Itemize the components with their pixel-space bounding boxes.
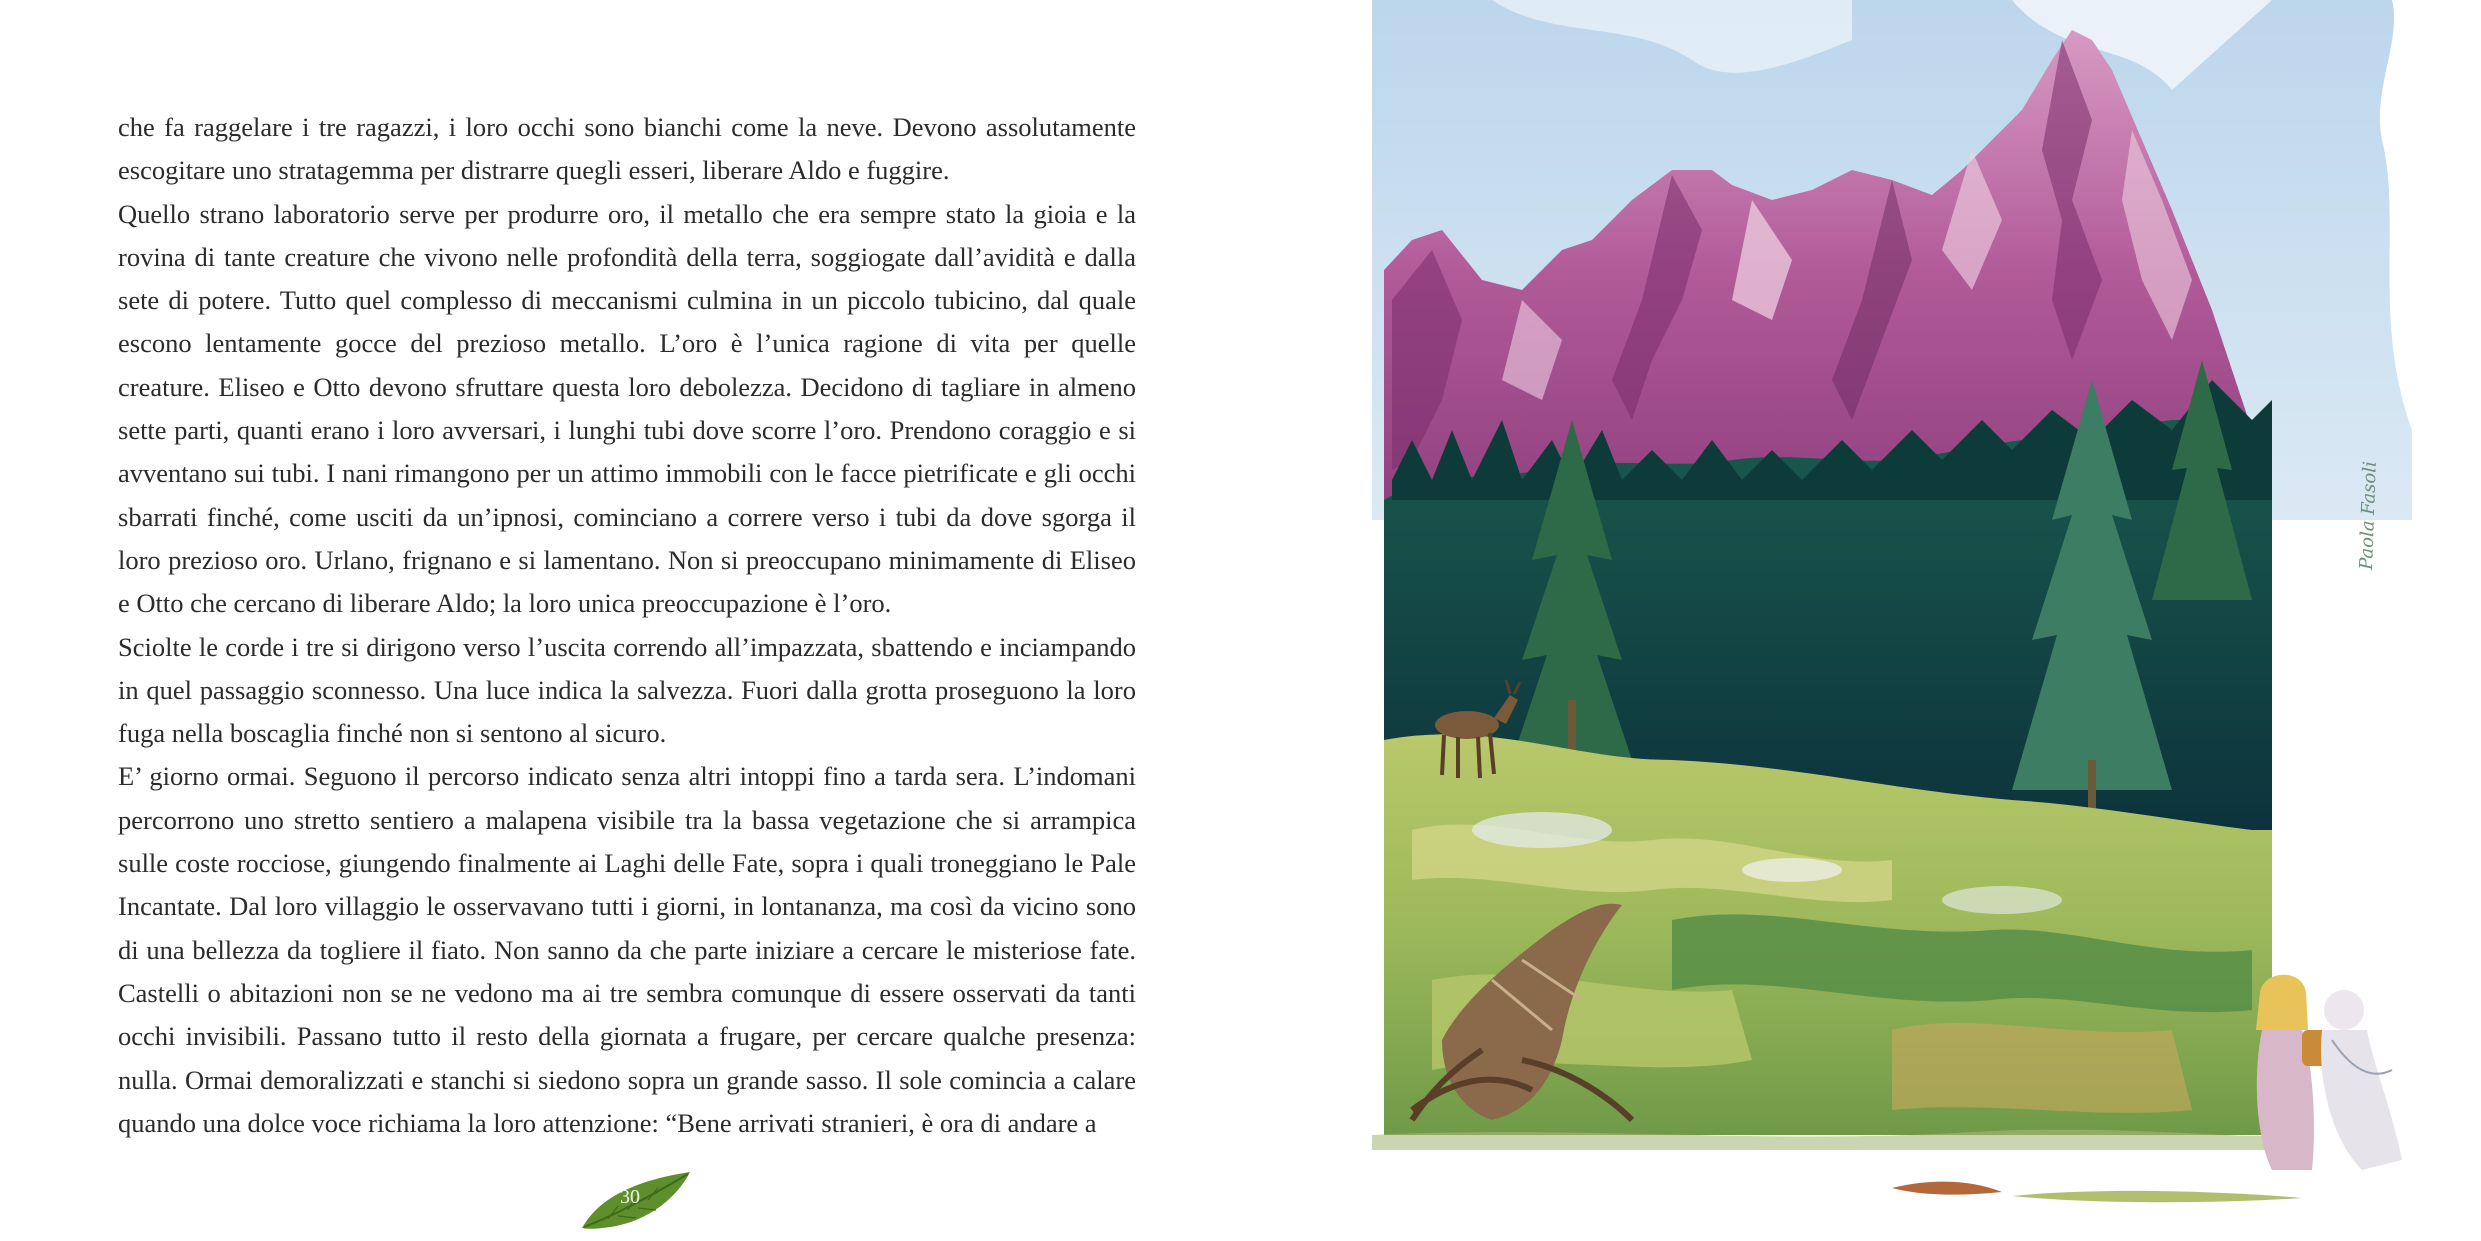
paragraph-1: che fa raggelare i tre ragazzi, i loro occhi sono bianchi come la neve. Devono assolutamente escogitare uno stratagemma per distrarre quegli esseri, liberare Aldo e fuggire.: [118, 112, 1136, 186]
children-figures: [2256, 975, 2402, 1170]
paragraph-4: E’ giorno ormai. Seguono il percorso indicato senza altri intoppi fino a tarda sera. L’indomani percorrono uno stretto sentiero a malapena visibile tra la bassa vegetazione che si arrampica sulle coste rocciose, giungendo finalmente ai Laghi delle Fate, sopra i quali troneggiano le Pale Incantate. Dal loro villaggio le osservavano tutti i giorni, in lontananza, ma così da vicino sono di una bellezza da togliere il fiato. Non sanno da che parte iniziare a cercare le misteriose fate. Castelli o abitazioni non se ne vedono ma ai tre sembra comunque di essere osservati da tanti occhi invisibili. Passano tutto il resto della giornata a frugare, per cercare qualche presenza: nulla. Ormai demoralizzati e stanchi si siedono sopra un grande sasso. Il sole comincia a calare quando una dolce voce richiama la loro attenzione: “Bene arrivati stranieri, è ora di andare a: [118, 761, 1136, 1138]
watercolor-illustration: [1372, 0, 2481, 1241]
page-number: 30: [620, 1186, 640, 1208]
mountain-landscape-painting: [1372, 0, 2481, 1241]
signature: Paola Fasoli: [2356, 460, 2381, 571]
story-text: [118, 106, 1136, 1145]
paragraph-2: Quello strano laboratorio serve per produrre oro, il metallo che era sempre stato la gioia e la rovina di tante creature che vivono nelle profondità della terra, soggiogate dall’avidità e dalla sete di potere. Tutto quel complesso di meccanismi culmina in un piccolo tubicino, dal quale escono lentamente gocce del prezioso metallo. L’oro è l’unica ragione di vita per quelle creature. Eliseo e Otto devono sfruttare questa loro debolezza. Decidono di tagliare in almeno sette parti, quanti erano i loro avversari, i lunghi tubi dove scorre l’oro. Prendono coraggio e si avventano sui tubi. I nani rimangono per un attimo immobili con le facce pietrificate e gli occhi sbarrati finché, come usciti da un’ipnosi, cominciano a correre verso i tubi da dove sgorga il loro prezioso oro. Urlano, frignano e si lamentano. Non si preoccupano minimamente di Eliseo e Otto che cercano di liberare Aldo; la loro unica preoccupazione è l’oro.: [118, 198, 1136, 619]
left-page: [0, 0, 1240, 1241]
paragraph-3: Sciolte le corde i tre si dirigono verso l’uscita correndo all’impazzata, sbattendo e inciampando in quel passaggio sconnesso. Una luce indica la salvezza. Fuori dalla grotta proseguono la loro fuga nella boscaglia finché non si sentono al sicuro.: [118, 631, 1136, 749]
